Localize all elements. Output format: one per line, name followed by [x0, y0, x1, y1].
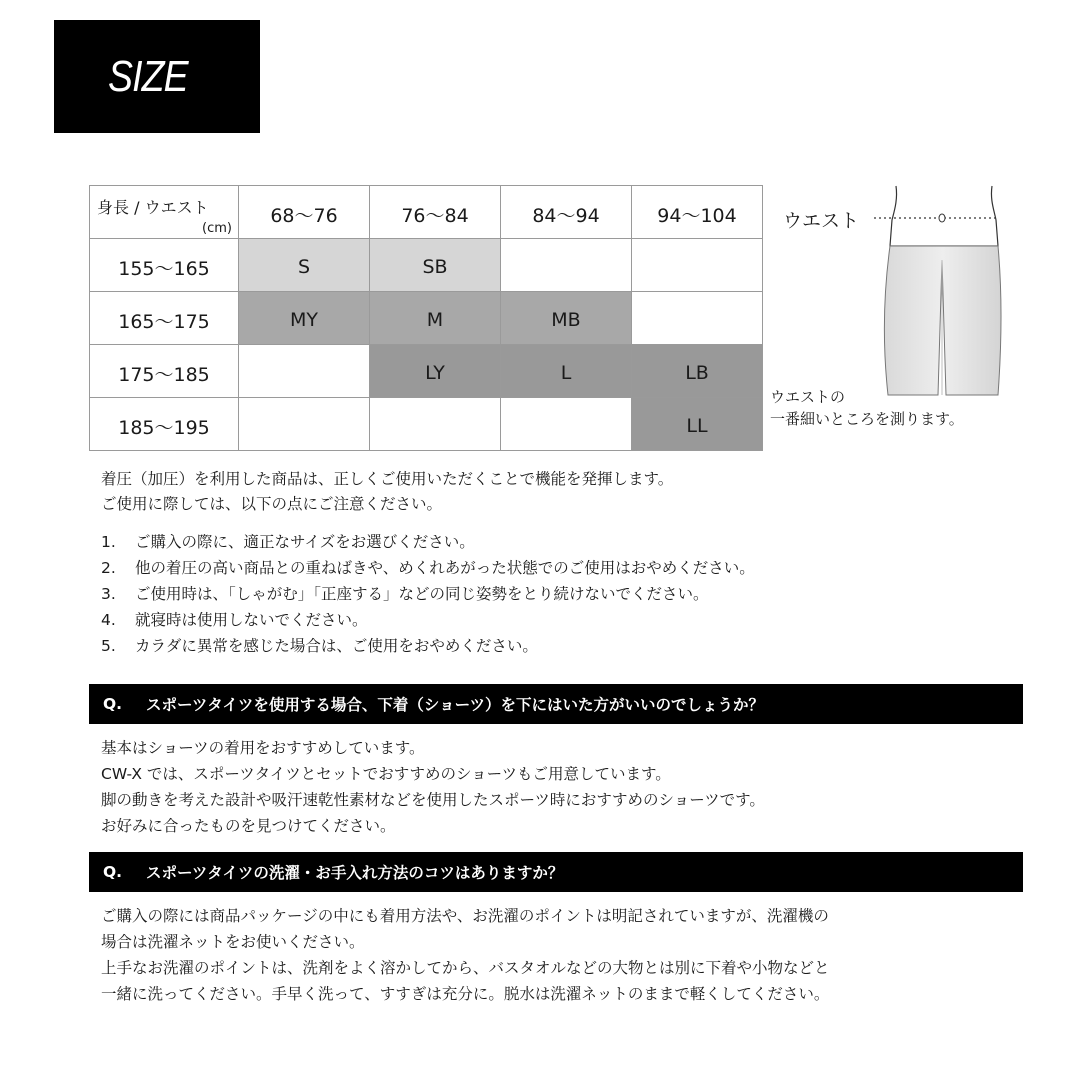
q-mark: Q. [103, 695, 123, 713]
size-cell: LY [370, 345, 501, 398]
list-text: カラダに異常を感じた場合は、ご使用をおやめください。 [135, 637, 538, 655]
size-cell: L [501, 345, 632, 398]
size-badge [54, 20, 260, 133]
answer-line: 場合は洗濯ネットをお使いください。 [101, 933, 365, 951]
list-text: 他の着圧の高い商品との重ねばきや、めくれあがった状態でのご使用はおやめください。 [135, 559, 755, 577]
size-cell [501, 239, 632, 292]
size-cell: SB [370, 239, 501, 292]
corner-label: 身長 / ウエスト [97, 198, 209, 217]
list-item [101, 581, 755, 607]
intro-line: ご使用に際しては、以下の点にご注意ください。 [101, 495, 443, 513]
list-item [101, 607, 755, 633]
size-cell: M [370, 292, 501, 345]
faq-question: スポーツタイツを使用する場合、下着（ショーツ）を下にはいた方がいいのでしょうか？ [146, 696, 764, 714]
table-row [90, 398, 763, 451]
list-item [101, 633, 755, 659]
size-chart-table [89, 185, 763, 451]
height-header: 155〜165 [90, 239, 239, 292]
answer-line: お好みに合ったものを見つけてください。 [101, 817, 396, 835]
list-text: 就寝時は使用しないでください。 [135, 611, 368, 629]
list-text: ご購入の際に、適正なサイズをお選びください。 [135, 533, 475, 551]
table-corner-header [90, 186, 239, 239]
faq-question-bar [89, 852, 1023, 892]
list-number: 2. [101, 559, 116, 577]
corner-unit: (cm) [202, 221, 232, 236]
size-cell: S [239, 239, 370, 292]
waist-note-line: ウエストの [770, 388, 846, 406]
table-row [90, 239, 763, 292]
faq-answer [101, 735, 765, 839]
size-cell [632, 239, 763, 292]
size-cell [632, 292, 763, 345]
waist-figure [770, 180, 1030, 440]
intro-text [101, 467, 673, 517]
waist-note-line: 一番細いところを測ります。 [770, 410, 964, 428]
waist-header: 84〜94 [501, 186, 632, 239]
answer-line: 一緒に洗ってください。手早く洗って、すすぎは充分に。脱水は洗濯ネットのままで軽くしてください。 [101, 985, 830, 1003]
faq-question-bar [89, 684, 1023, 724]
list-item [101, 529, 755, 555]
table-row [90, 345, 763, 398]
precaution-list [101, 529, 755, 659]
answer-line: 基本はショーツの着用をおすすめしています。 [101, 739, 425, 757]
size-title: SIZE [108, 51, 188, 101]
height-header: 185〜195 [90, 398, 239, 451]
waist-header: 76〜84 [370, 186, 501, 239]
list-number: 5. [101, 637, 116, 655]
list-item [101, 555, 755, 581]
size-cell: LB [632, 345, 763, 398]
faq-question: スポーツタイツの洗濯・お手入れ方法のコツはありますか？ [146, 864, 564, 882]
waist-header: 68〜76 [239, 186, 370, 239]
list-text: ご使用時は、「しゃがむ」「正座する」などの同じ姿勢をとり続けないでください。 [135, 585, 709, 603]
size-cell: LL [632, 398, 763, 451]
waist-measure-note [770, 386, 1030, 430]
size-cell: MB [501, 292, 632, 345]
size-cell [239, 398, 370, 451]
size-cell [370, 398, 501, 451]
answer-line: ご購入の際には商品パッケージの中にも着用方法や、お洗濯のポイントは明記されていますが、洗濯機の [101, 907, 829, 925]
faq-answer [101, 903, 830, 1007]
list-number: 3. [101, 585, 116, 603]
table-row [90, 292, 763, 345]
height-header: 175〜185 [90, 345, 239, 398]
size-cell [239, 345, 370, 398]
answer-line: CW-X では、スポーツタイツとセットでおすすめのショーツもご用意しています。 [101, 765, 671, 783]
height-header: 165〜175 [90, 292, 239, 345]
answer-line: 脚の動きを考えた設計や吸汗速乾性素材などを使用したスポーツ時におすすめのショーツです。 [101, 791, 765, 809]
size-cell [501, 398, 632, 451]
intro-line: 着圧（加圧）を利用した商品は、正しくご使用いただくことで機能を発揮します。 [101, 470, 674, 488]
list-number: 1. [101, 533, 116, 551]
waist-label: ウエスト [783, 210, 860, 232]
table-header-row [90, 186, 763, 239]
size-cell: MY [239, 292, 370, 345]
answer-line: 上手なお洗濯のポイントは、洗剤をよく溶かしてから、バスタオルなどの大物とは別に下着や小物などと [101, 959, 830, 977]
list-number: 4. [101, 611, 116, 629]
waist-header: 94〜104 [632, 186, 763, 239]
q-mark: Q. [103, 863, 123, 881]
